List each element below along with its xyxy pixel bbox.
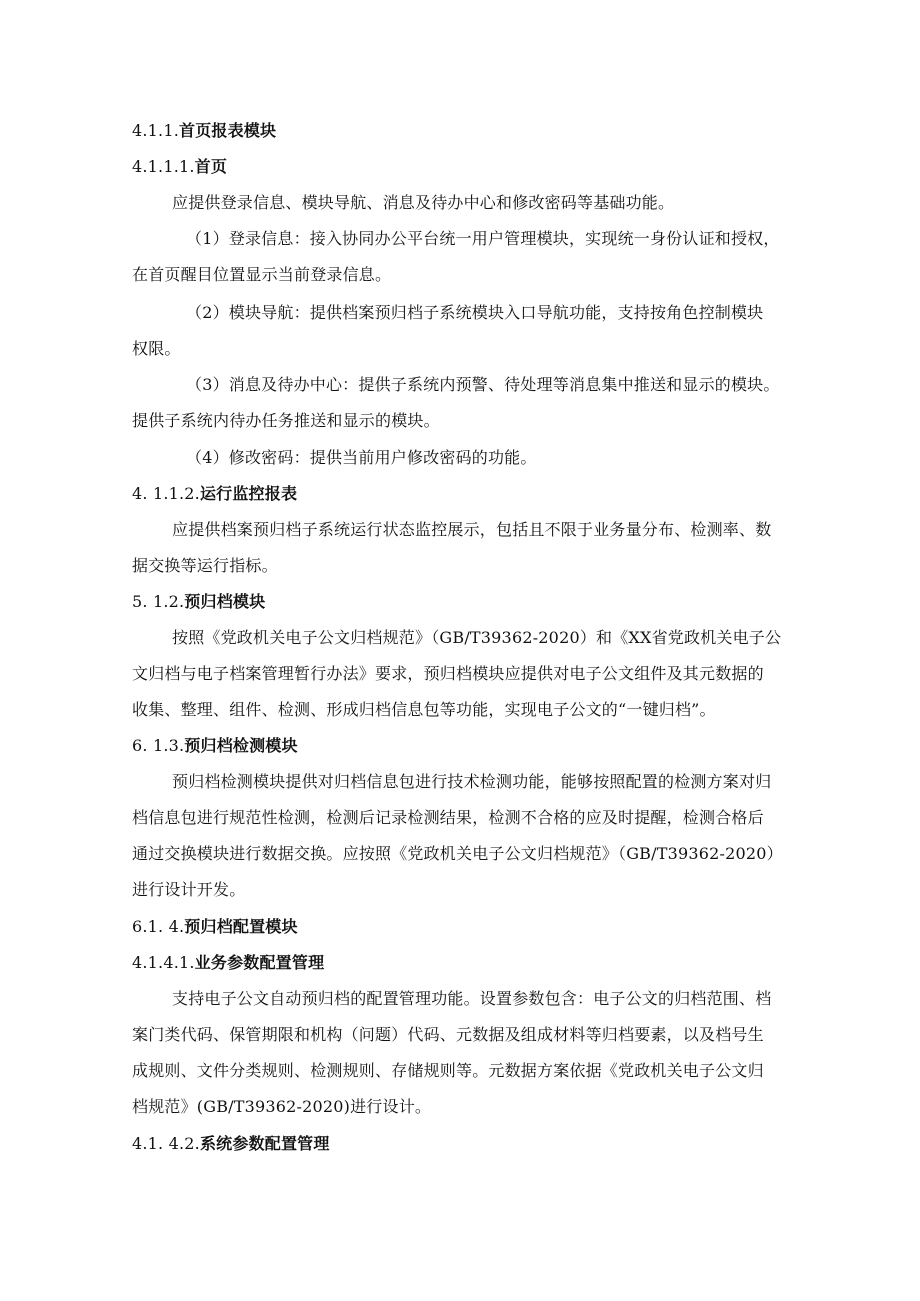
paragraph-line: 档规范》(GB/T39362-2020)进行设计。 [132,1097,432,1116]
paragraph-line: 提供子系统内待办任务推送和显示的模块。 [132,411,440,430]
heading-title: 系统参数配置管理 [199,1134,330,1153]
heading-title: 预归档配置模块 [184,917,298,936]
paragraph-line: （1）登录信息：接入协同办公平台统一用户管理模块，实现统一身份认证和授权， [186,229,780,248]
paragraph-line: 案门类代码、保管期限和机构（问题）代码、元数据及组成材料等归档要素，以及档号生 [132,1025,764,1044]
paragraph-line: 应提供登录信息、模块导航、消息及待办中心和修改密码等基础功能。 [172,193,675,212]
heading-number: 4.1.1. [132,121,179,140]
heading-title: 预归档模块 [184,592,266,611]
heading-title: 业务参数配置管理 [194,953,325,972]
heading-4-1-1 [132,121,276,141]
paragraph-line: （4）修改密码：提供当前用户修改密码的功能。 [186,448,537,467]
paragraph-line: 档信息包进行规范性检测，检测后记录检测结果，检测不合格的应及时提醒，检测合格后 [132,808,764,827]
heading-6-1-3 [132,736,298,756]
heading-4-1-1-2 [132,484,297,504]
paragraph-line: 据交换等运行指标。 [132,556,278,575]
paragraph-line: 成规则、文件分类规则、检测规则、存储规则等。元数据方案依据《党政机关电子公文归 [132,1061,764,1080]
paragraph-line: （2）模块导航：提供档案预归档子系统模块入口导航功能，支持按角色控制模块 [186,303,764,322]
heading-4-1-4-2 [132,1134,330,1154]
heading-number: 5. 1.2. [132,592,185,611]
paragraph-line: 预归档检测模块提供对归档信息包进行技术检测功能，能够按照配置的检测方案对归 [172,772,772,791]
paragraph-line: （3）消息及待办中心：提供子系统内预警、待处理等消息集中推送和显示的模块。 [186,375,780,394]
heading-number: 6.1. 4. [132,917,185,936]
heading-4-1-4-1 [132,953,324,973]
paragraph-line: 支持电子公文自动预归档的配置管理功能。设置参数包含：电子公文的归档范围、档 [172,989,772,1008]
paragraph-line: 应提供档案预归档子系统运行状态监控展示，包括且不限于业务量分布、检测率、数 [172,520,772,539]
heading-title: 预归档检测模块 [184,736,298,755]
paragraph-line: 权限。 [132,339,181,358]
heading-number: 4. 1.1.2. [132,484,200,503]
paragraph-line: 进行设计开发。 [132,880,246,899]
heading-title: 首页报表模块 [179,121,277,140]
paragraph-line: 文归档与电子档案管理暂行办法》要求，预归档模块应提供对电子公文组件及其元数据的 [132,664,764,683]
heading-number: 4.1.4.1. [132,953,195,972]
paragraph-line: 通过交换模块进行数据交换。应按照《党政机关电子公文归档规范》（GB/T39362-2020） [132,844,783,863]
heading-4-1-1-1 [132,157,227,177]
heading-6-1-4 [132,917,298,937]
heading-number: 6. 1.3. [132,736,185,755]
heading-number: 4.1.1.1. [132,157,195,176]
heading-title: 首页 [194,157,228,176]
heading-number: 4.1. 4.2. [132,1134,200,1153]
heading-title: 运行监控报表 [199,484,298,503]
paragraph-line: 在首页醒目位置显示当前登录信息。 [132,265,392,284]
paragraph-line: 收集、整理、组件、检测、形成归档信息包等功能，实现电子公文的“一键归档”。 [132,700,716,719]
heading-5-1-2 [132,592,265,612]
paragraph-line: 按照《党政机关电子公文归档规范》（GB/T39362-2020）和《XX省党政机关电子公 [172,628,782,647]
